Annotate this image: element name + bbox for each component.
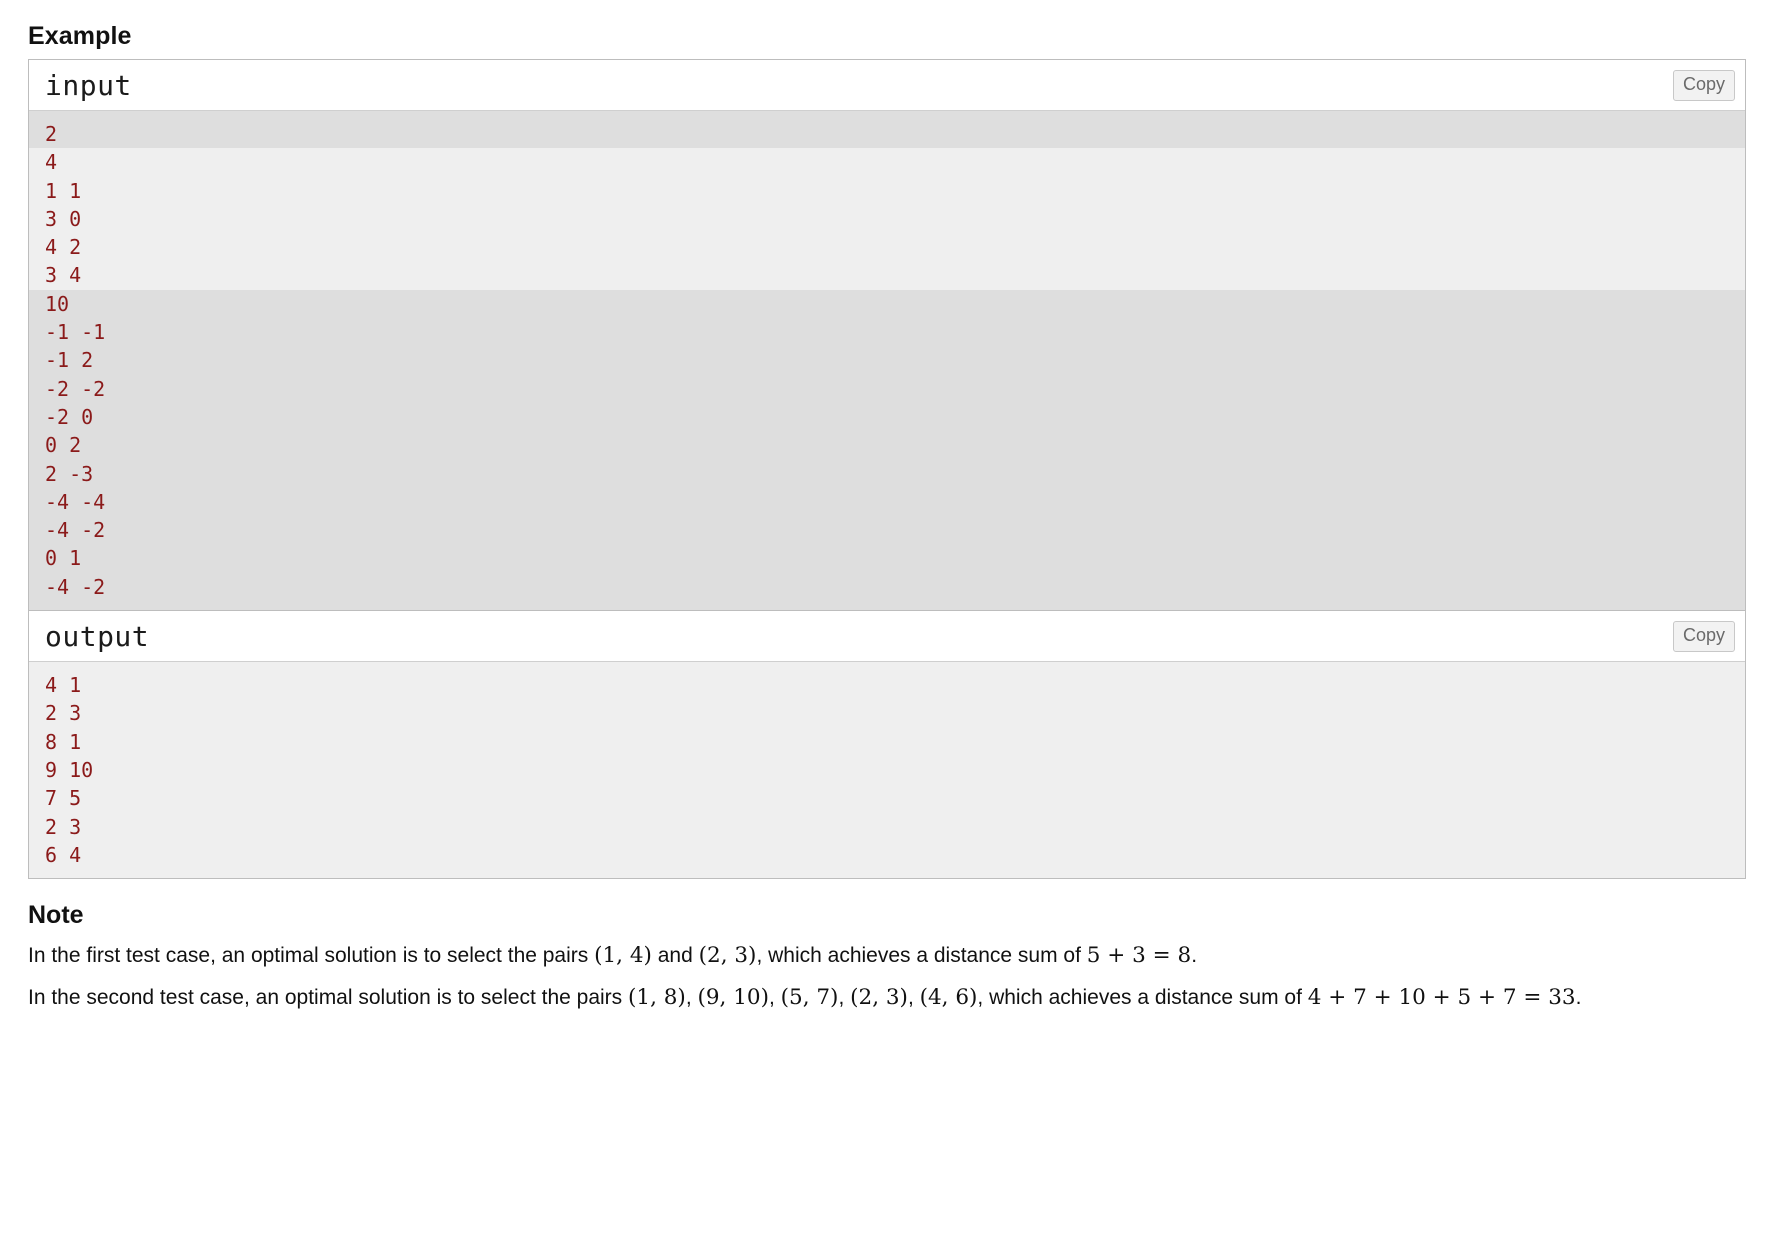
input-line: 3 4 [45, 263, 82, 288]
output-line: 2 3 [45, 701, 82, 726]
input-line: -4 -2 [29, 516, 1745, 544]
output-content [29, 662, 1745, 878]
input-line: -1 2 [29, 346, 1745, 374]
input-line: 10 [29, 290, 1745, 318]
input-content [29, 111, 1745, 610]
note-paragraph-1 [28, 940, 1746, 972]
note-text: In the second test case, an optimal solution is to select the pairs [28, 986, 628, 1010]
input-line: 4 2 [45, 235, 82, 260]
input-header [29, 60, 1745, 111]
input-line: 0 2 [29, 431, 1745, 459]
sample-tests-container [28, 59, 1746, 879]
input-line: 3 0 [45, 206, 82, 231]
note-text: , [685, 986, 698, 1010]
math-pair-2-3: (2, 3) [850, 985, 908, 1011]
note-text: In the first test case, an optimal solution is to select the pairs [28, 944, 595, 968]
math-pair-1-8: (1, 8) [628, 985, 686, 1011]
math-sum-8: 5 + 3 = 8 [1086, 943, 1192, 969]
example-heading: Example [28, 22, 132, 50]
input-line: -2 0 [29, 403, 1745, 431]
note-paragraph-2 [28, 982, 1746, 1014]
note-text: , [768, 986, 781, 1010]
output-line: 7 5 [45, 786, 82, 811]
output-line: 9 10 [45, 757, 94, 782]
output-line: 6 4 [45, 842, 82, 867]
note-text: , [907, 986, 920, 1010]
input-line: -4 -4 [29, 488, 1745, 516]
input-line: 1 1 [45, 178, 82, 203]
input-line: 4 [45, 150, 58, 175]
note-text: , which achieves a distance sum of [756, 944, 1087, 968]
copy-input-button[interactable]: Copy [1673, 70, 1735, 101]
output-line: 8 1 [45, 729, 82, 754]
sample-test-input [29, 60, 1745, 610]
output-header [29, 611, 1745, 662]
note-text: , [838, 986, 851, 1010]
input-line: 0 1 [29, 544, 1745, 572]
sample-test-output [29, 610, 1745, 878]
copy-output-button[interactable]: Copy [1673, 621, 1735, 652]
note-text: . [1191, 944, 1198, 968]
math-pair-2-3: (2, 3) [698, 943, 757, 969]
input-title: input [45, 69, 132, 102]
input-line: 2 [29, 111, 1745, 148]
math-pair-1-4: (1, 4) [594, 943, 652, 969]
input-line: 2 -3 [29, 460, 1745, 488]
note-text: , which achieves a distance sum of [977, 986, 1308, 1010]
input-line: -2 -2 [29, 375, 1745, 403]
output-title: output [45, 620, 150, 654]
input-line: -4 -2 [29, 573, 1745, 610]
math-sum-33: 4 + 7 + 10 + 5 + 7 = 33 [1307, 985, 1576, 1011]
math-pair-5-7: (5, 7) [780, 985, 839, 1011]
note-heading: Note [28, 901, 84, 930]
math-pair-4-6: (4, 6) [919, 985, 978, 1011]
note-text: and [651, 944, 699, 968]
output-line: 4 1 [45, 673, 82, 698]
output-line: 2 3 [45, 814, 82, 839]
math-pair-9-10: (9, 10) [697, 985, 769, 1011]
input-line: -1 -1 [29, 318, 1745, 346]
note-text: . [1575, 986, 1582, 1010]
